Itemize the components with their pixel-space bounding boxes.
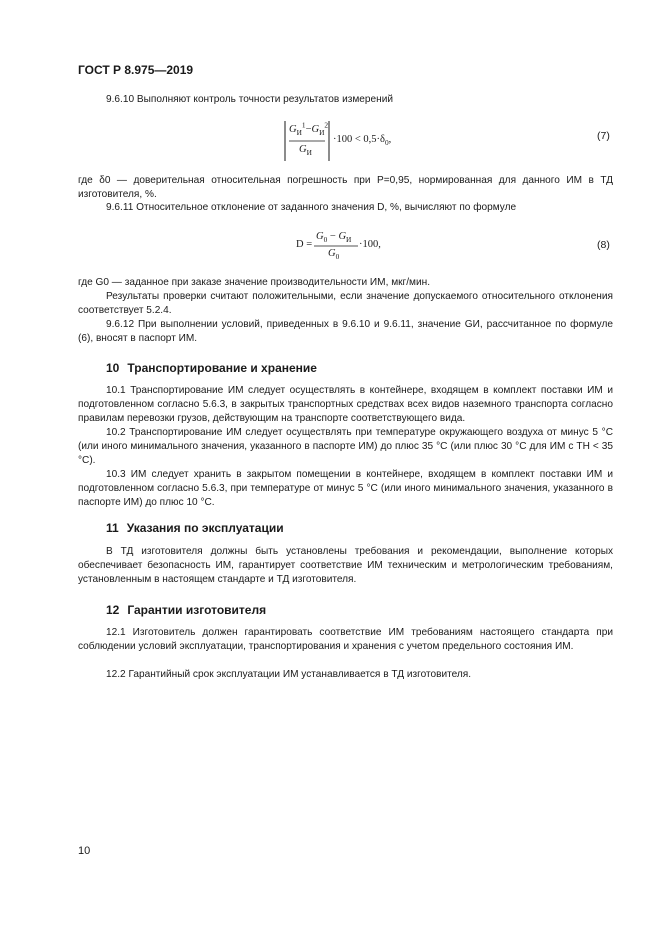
f7-delta-sub: 0: [385, 138, 389, 148]
f7-g3: G: [299, 144, 307, 155]
f8-sub0: 0: [323, 235, 328, 245]
f8-gi: G: [338, 231, 347, 242]
formula-8-numerator: [316, 231, 352, 245]
section-12-heading: [106, 603, 266, 617]
paragraph-10-2: 10.2 Транспортирование ИМ следует осуществлять при температуре окружающего воздуха от минус 5 °С (или иного минимального значения, указанного в паспорте ИМ) до плюс 35 °С (или плюс 30 °С для ИМ с TН < 35 °С).: [78, 427, 613, 466]
section-11-heading: [106, 521, 284, 535]
f8-subi: И: [346, 235, 352, 245]
section-12-number: 12: [106, 603, 120, 617]
document-header: ГОСТ Р 8.975—2019: [78, 63, 194, 77]
paragraph-9-6-11: 9.6.11 Относительное отклонение от заданного значения D, %, вычисляют по формуле: [106, 202, 517, 213]
paragraph-result: Результаты проверки считают положительными, если значение допускаемого относительного отклонения соответствует 5.2.4.: [78, 291, 613, 316]
f7-g2: G: [311, 124, 320, 135]
where-g0: где G0 — заданное при заказе значение производительности ИМ, мкг/мин.: [78, 277, 430, 288]
formula-7-denominator: [299, 144, 312, 158]
f7-g1: G: [289, 124, 297, 135]
formula-8-fraction-bar: [314, 245, 358, 247]
f7-sub1: И: [296, 128, 302, 138]
section-11-title: Указания по эксплуатации: [126, 521, 284, 535]
f7-sub3: И: [306, 148, 312, 158]
formula-7-numerator: [289, 120, 329, 138]
f8-minus: −: [327, 231, 339, 242]
f8-den-sub: 0: [335, 252, 340, 262]
f7-minus: −: [305, 124, 312, 135]
f7-sup2: 2: [324, 120, 329, 130]
f7-sub2: И: [319, 128, 325, 138]
f8-g-den: G: [328, 248, 336, 259]
paragraph-10-3: 10.3 ИМ следует хранить в закрытом помещении в контейнере, входящем в комплект поставки ИМ и подготовленном согласно 5.6.3, при температуре от минус 5 °С (или иного минимального значения, указанного в паспорте ИМ) до плюс 10 °С.: [78, 469, 613, 508]
section-11-number: 11: [106, 521, 119, 535]
paragraph-12-2: 12.2 Гарантийный срок эксплуатации ИМ устанавливается в ТД изготовителя.: [106, 669, 472, 680]
section-10-number: 10: [106, 361, 120, 375]
paragraph-10-1: 10.1 Транспортирование ИМ следует осуществлять в контейнере, входящем в комплект поставки ИМ и подготовленном согласно 5.6.3, в закрытых транспортных средствах всех видов наземного транспорта согласно правилам перевозки грузов, действующим на транспорте соответствующего вида.: [78, 385, 613, 424]
paragraph-9-6-10: 9.6.10 Выполняют контроль точности результатов измерений: [106, 94, 393, 105]
formula-8-tail: ·100,: [359, 239, 381, 250]
section-10-title: Транспортирование и хранение: [127, 361, 317, 375]
formula-8-lhs: D =: [296, 239, 313, 250]
where-delta: где δ0 — доверительная относительная погрешность при P=0,95, нормированная для данного ИМ в ТД изготовителя, %.: [78, 175, 613, 200]
formula-8-denominator: [328, 248, 340, 262]
f7-sup1: 1: [301, 120, 306, 130]
f7-comma: ,: [388, 134, 392, 145]
page-number: 10: [78, 845, 91, 857]
f7-tail-text: ·100 < 0,5·δ: [333, 134, 385, 145]
paragraph-9-6-12: 9.6.12 При выполнении условий, приведенных в 9.6.10 и 9.6.11, значение GИ, рассчитанное по формуле (6), вносят в паспорт ИМ.: [78, 319, 613, 344]
formula-7-number: (7): [597, 130, 610, 142]
f8-g0: G: [316, 231, 324, 242]
paragraph-11: В ТД изготовителя должны быть установлены требования и рекомендации, выполнение которых обеспечивает безопасность ИМ, гарантирует соответствие ИМ техническим и метрологическим требованиям, установленным в настоящем стандарте и ТД изготовителя.: [78, 546, 613, 585]
formula-7-tail: [333, 134, 392, 148]
section-12-title: Гарантии изготовителя: [127, 603, 267, 617]
paragraph-12-1: 12.1 Изготовитель должен гарантировать соответствие ИМ требованиям настоящего стандарта при соблюдении условий эксплуатации, транспортирования и хранения с учетом предельного состояния ИМ.: [78, 627, 613, 652]
section-10-heading: [106, 361, 317, 375]
formula-8-number: (8): [597, 239, 610, 251]
